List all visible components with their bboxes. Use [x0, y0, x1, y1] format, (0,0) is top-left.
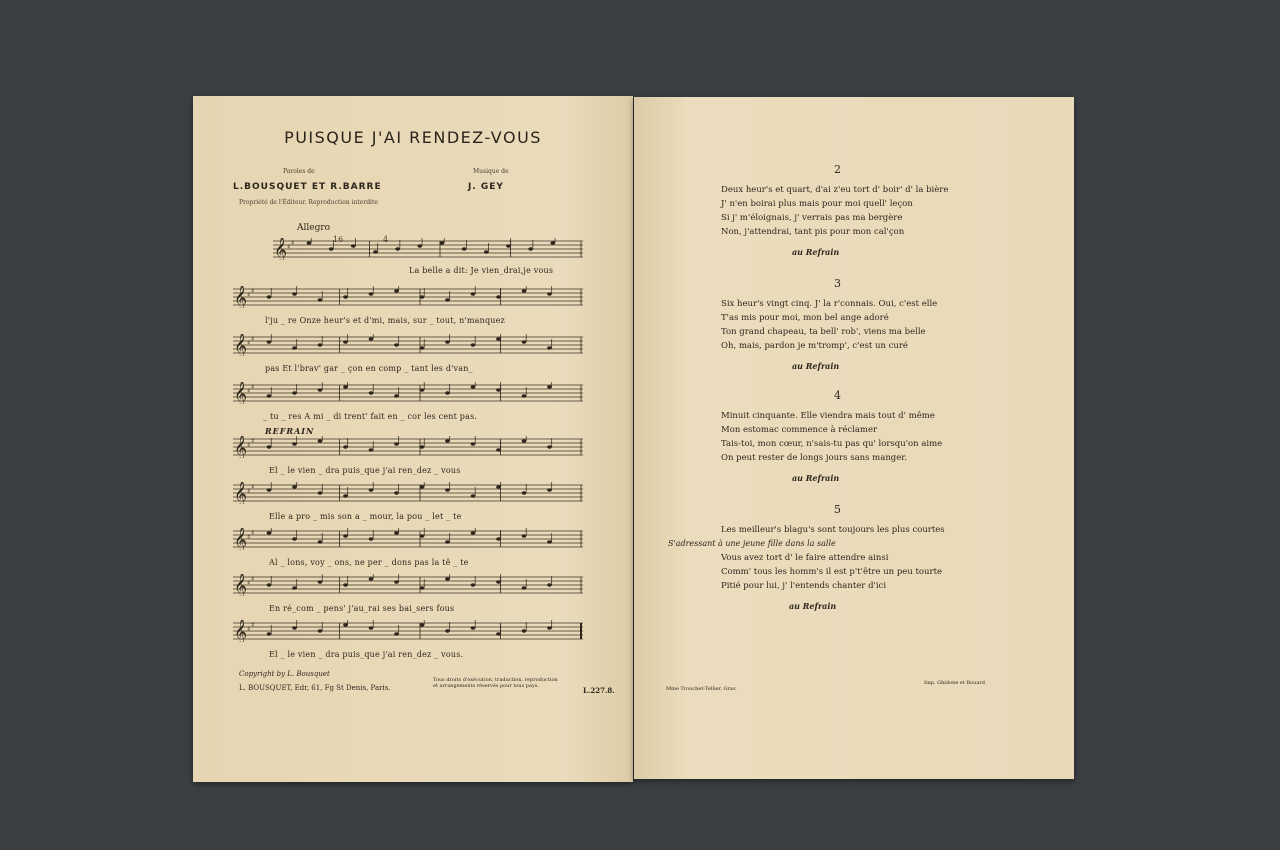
treble-clef-icon: 𝄞	[234, 382, 248, 404]
music-staff	[233, 286, 583, 312]
lyric-line: En ré_com _ pens' j'au_rai ses bai_sers fous	[269, 604, 455, 613]
svg-text:♯: ♯	[247, 487, 251, 495]
verse-number: 4	[834, 389, 841, 402]
music-staff	[233, 528, 583, 554]
verse-line: Deux heur's et quart, d'ai z'eu tort d' boir' d' la bière	[721, 185, 949, 195]
music-staff	[233, 436, 583, 462]
svg-text:♯: ♯	[251, 621, 255, 629]
verse-line: Mon estomac commence à réclamer	[721, 425, 878, 435]
verse-number: 2	[834, 163, 841, 176]
music-staff	[233, 620, 583, 646]
verse-line: Non, j'attendrai, tant pis pour mon cal'çon	[721, 227, 905, 237]
svg-text:♯: ♯	[291, 239, 295, 247]
svg-text:♯: ♯	[247, 625, 251, 633]
music-staff	[233, 574, 583, 600]
music-staff	[233, 382, 583, 408]
svg-text:♯: ♯	[247, 339, 251, 347]
sheet-music-page	[193, 96, 633, 782]
song-title: PUISQUE J'AI RENDEZ-VOUS	[284, 128, 542, 147]
music-staff	[273, 238, 583, 264]
svg-text:♯: ♯	[247, 579, 251, 587]
svg-text:♯: ♯	[287, 243, 291, 251]
treble-clef-icon: 𝄞	[234, 620, 248, 642]
verse-line: Oh, mais, pardon je m'tromp', c'est un curé	[721, 341, 908, 351]
verse-line: Tais-toi, mon cœur, n'sais-tu pas qu' lorsqu'on aime	[721, 439, 943, 449]
verse-line: Si j' m'éloignais, j' verrais pas ma bergère	[721, 213, 903, 223]
rights-note: Propriété de l'Éditeur. Reproduction interdite	[239, 199, 378, 206]
lyric-line: l'ju _ re Onze heur's et d'mi, mais, sur _ tout, n'manquez	[265, 316, 505, 325]
svg-text:♯: ♯	[251, 575, 255, 583]
lyric-line: La belle a dit: Je vien_drai,je vous	[409, 266, 554, 275]
svg-text:♯: ♯	[251, 287, 255, 295]
lyrics-label: Paroles de	[283, 168, 315, 175]
catalog-number: L.227.8.	[583, 686, 615, 695]
svg-text:♯: ♯	[247, 533, 251, 541]
verse-line: Vous avez tort d' le faire attendre ainsi	[721, 553, 889, 563]
lyric-line: Al _ lons, voy _ ons, ne per _ dons pas la tê _ te	[269, 558, 469, 567]
svg-text:♯: ♯	[247, 441, 251, 449]
publisher: L. BOUSQUET, Edr, 61, Fg St Denis, Paris.	[239, 684, 391, 692]
stage-direction: S'adressant à une jeune fille dans la salle	[668, 539, 836, 548]
treble-clef-icon: 𝄞	[234, 436, 248, 458]
lyric-line: pas Et l'brav' gar _ çon en comp _ tant les d'van_	[265, 364, 473, 373]
svg-text:♯: ♯	[251, 529, 255, 537]
music-staff	[233, 482, 583, 508]
verse-number: 5	[834, 503, 841, 516]
svg-text:♯: ♯	[251, 335, 255, 343]
music-staff	[233, 334, 583, 360]
composer: J. GEY	[468, 182, 504, 192]
tempo-marking: Allegro	[297, 223, 331, 233]
rest-count: 16	[333, 235, 344, 244]
verse-number: 3	[834, 277, 841, 290]
engraver-credit: Mme Trouchet-Tellier, Grav.	[666, 686, 737, 692]
verse-line: Les meilleur's blagu's sont toujours les plus courtes	[721, 525, 945, 535]
treble-clef-icon: 𝄞	[274, 238, 288, 260]
refrain-label: REFRAIN	[265, 426, 315, 436]
refrain-reference: au Refrain	[792, 247, 840, 257]
verse-line: T'as mis pour moi, mon bel ange adoré	[721, 313, 889, 323]
svg-text:♯: ♯	[251, 437, 255, 445]
svg-text:♯: ♯	[251, 483, 255, 491]
treble-clef-icon: 𝄞	[234, 334, 248, 356]
svg-text:♯: ♯	[247, 387, 251, 395]
svg-text:♯: ♯	[247, 291, 251, 299]
lyric-line: El _ le vien _ dra puis_que j'ai ren_dez _ vous	[269, 466, 461, 475]
music-label: Musique de	[473, 168, 509, 175]
verse-line: Comm' tous les homm's il est p't'être un peu tourte	[721, 567, 943, 577]
lyricists: L.BOUSQUET ET R.BARRE	[233, 182, 382, 192]
treble-clef-icon: 𝄞	[234, 482, 248, 504]
rights-statement: Tous droits d'exécution, traduction, reproduction et arrangements réservés pour tous pays.	[433, 677, 558, 689]
lyric-line: _ tu _ res A mi _ di trent' fait en _ cor les cent pas.	[263, 412, 478, 421]
verse-line: Minuit cinquante. Elle viendra mais tout d' même	[721, 411, 935, 421]
verse-line: Six heur's vingt cinq. J' la r'connais. Oui, c'est elle	[721, 299, 938, 309]
verse-line: Ton grand chapeau, ta bell' rob', viens ma belle	[721, 327, 926, 337]
refrain-reference: au Refrain	[792, 361, 840, 371]
treble-clef-icon: 𝄞	[234, 286, 248, 308]
lyric-line: El _ le vien _ dra puis_que j'ai ren_dez _ vous.	[269, 650, 464, 659]
svg-text:♯: ♯	[251, 383, 255, 391]
printer-credit: Imp. Ghidone et Bouard	[924, 680, 985, 686]
bar-count: 4	[383, 235, 389, 244]
refrain-reference: au Refrain	[789, 601, 837, 611]
verse-line: J' n'en boirai plus mais pour moi quell' leçon	[721, 199, 913, 209]
verse-line: On peut rester de longs jours sans manger.	[721, 453, 908, 463]
lyric-line: Elle a pro _ mis son a _ mour, la pou _ let _ te	[269, 512, 462, 521]
verse-line: Pitié pour lui, j' l'entends chanter d'ici	[721, 581, 887, 591]
verses-page	[634, 97, 1074, 779]
refrain-reference: au Refrain	[792, 473, 840, 483]
treble-clef-icon: 𝄞	[234, 574, 248, 596]
copyright: Copyright by L. Bousquet	[239, 670, 330, 678]
treble-clef-icon: 𝄞	[234, 528, 248, 550]
